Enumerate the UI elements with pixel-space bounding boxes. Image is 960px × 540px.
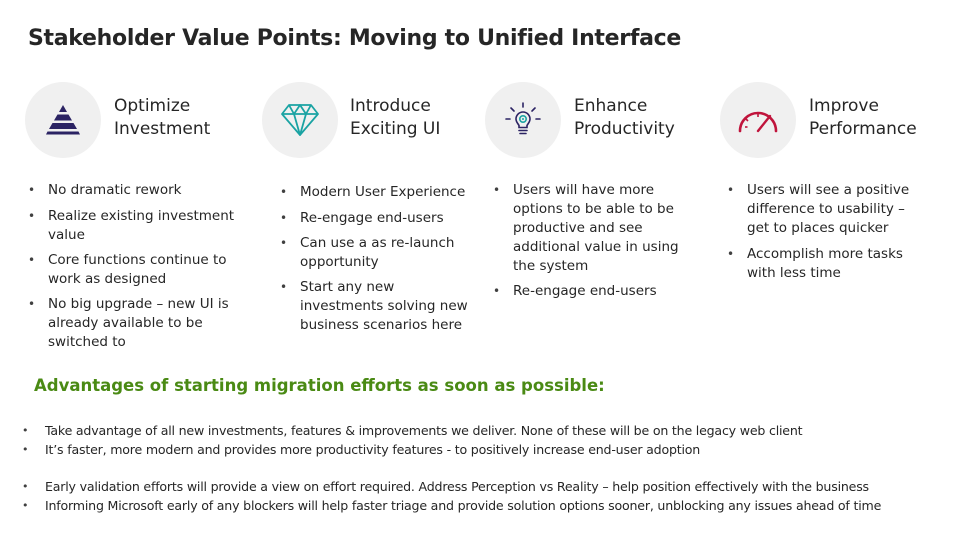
introduce-bullet-list (280, 183, 480, 335)
column-heading: Optimize Investment (114, 96, 211, 139)
list-item: • Re-engage end-users (280, 209, 480, 228)
list-item: • Early validation efforts will provide a view on effort required. Address Perception vs Reality – help position effectively with the business (22, 477, 881, 496)
icon-circle (25, 82, 101, 158)
list-item: • Accomplish more tasks with less time (727, 245, 927, 283)
column-heading: Enhance Productivity (574, 96, 675, 139)
column-heading: Introduce Exciting UI (350, 96, 441, 139)
list-item: • No dramatic rework (28, 181, 243, 200)
advantages-heading: Advantages of starting migration efforts as soon as possible: (34, 376, 605, 395)
list-item: • Start any new investments solving new business scenarios here (280, 278, 480, 335)
slide-title: Stakeholder Value Points: Moving to Unified Interface (28, 26, 681, 51)
list-item: • No big upgrade – new UI is already available to be switched to (28, 295, 243, 352)
column-heading: Improve Performance (809, 96, 917, 139)
speedometer-icon (736, 105, 780, 135)
list-item: • Users will see a positive difference to usability – get to places quicker (727, 181, 927, 238)
improve-bullet-list (727, 181, 927, 283)
list-item: • Modern User Experience (280, 183, 480, 202)
list-item: • It’s faster, more modern and provides more productivity features - to positively increase end-user adoption (22, 440, 802, 459)
icon-circle (720, 82, 796, 158)
icon-circle (262, 82, 338, 158)
icon-circle (485, 82, 561, 158)
lightbulb-gear-icon (503, 100, 543, 140)
list-item: • Realize existing investment value (28, 207, 243, 245)
optimize-bullet-list (28, 181, 243, 352)
enhance-bullet-list (493, 181, 693, 301)
list-item: • Re-engage end-users (493, 282, 693, 301)
list-item: • Informing Microsoft early of any blockers will help faster triage and provide solution options sooner, unblocking any issues ahead of time (22, 496, 881, 515)
advantages-list-2 (22, 477, 881, 515)
list-item: • Can use a as re-launch opportunity (280, 234, 480, 272)
diamond-icon (280, 103, 320, 137)
advantages-list-1 (22, 421, 802, 459)
pyramid-icon (45, 103, 81, 137)
list-item: • Users will have more options to be able to be productive and see additional value in using the system (493, 181, 693, 276)
list-item: • Take advantage of all new investments, features & improvements we deliver. None of these will be on the legacy web client (22, 421, 802, 440)
list-item: • Core functions continue to work as designed (28, 251, 243, 289)
